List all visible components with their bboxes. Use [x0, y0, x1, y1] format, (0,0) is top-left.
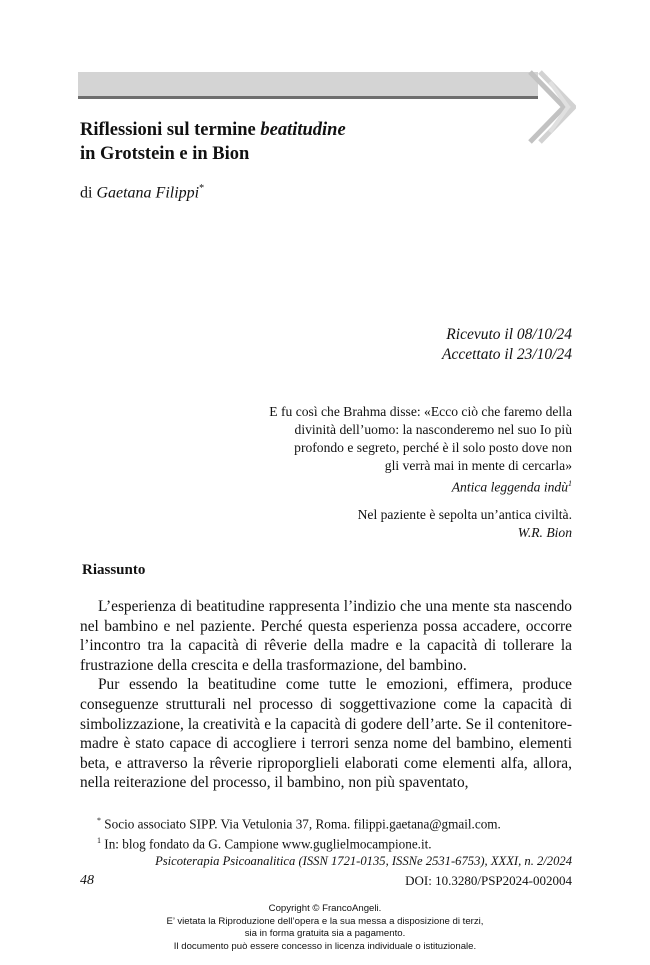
footnote	[97, 812, 567, 832]
abstract-paragraph: L’esperienza di beatitudine rappresenta l’indizio che una mente sta nascendo nel bambino e nel paziente. Perché questa esperienza possa accadere, occorre l’incontro tra la capacità di rêverie della madre e la capacità di tollerare la frustrazione della crescita e della trasformazione, del bambino.	[80, 598, 572, 674]
chevron-right-icon	[526, 68, 576, 146]
epigraph	[272, 506, 572, 542]
abstract-body	[80, 597, 572, 793]
epigraph-line: Nel paziente è sepolta un’antica civiltà.	[357, 507, 572, 522]
accepted-date: Accettato il 23/10/24	[441, 346, 572, 363]
copyright-line: E’ vietata la Riproduzione dell’opera e la sua messa a disposizione di terzi,	[166, 915, 484, 927]
byline-prefix: di	[80, 184, 97, 202]
epigraph-footnote-mark: 1	[568, 479, 572, 488]
header-bar	[78, 72, 538, 99]
received-date: Ricevuto il 08/10/24	[446, 326, 572, 343]
abstract-paragraph: Pur essendo la beatitudine come tutte le emozioni, effimera, produce conseguenze strutturali nel processo di soggettivazione come la capacità di simbolizzazione, la creatività e la capacità di godere dell’arte. Se il contenitore-madre è stato capace di accogliere i terrori senza nome del bambino, elementi beta, e attraverso la rêverie riproporglieli elaborati come elementi alfa, allora, nella reiterazione del processo, il bambino, non più spaventato,	[80, 676, 572, 792]
epigraph	[212, 403, 572, 497]
section-heading: Riassunto	[82, 562, 146, 578]
page-number: 48	[80, 873, 94, 888]
title-line-2: in Grotstein e in Bion	[80, 144, 250, 164]
epigraph-line: profondo e segreto, perché è il solo posto dove non	[294, 440, 572, 455]
footnotes	[97, 812, 567, 853]
copyright-line: Copyright © FrancoAngeli.	[268, 903, 382, 914]
author-footnote-mark: *	[199, 183, 205, 194]
doi: DOI: 10.3280/PSP2024-002004	[405, 873, 572, 888]
epigraph-source: W.R. Bion	[517, 525, 572, 540]
submission-dates	[442, 325, 572, 365]
article-title	[80, 118, 480, 166]
epigraph-source	[212, 475, 572, 497]
byline	[80, 183, 204, 202]
author-name: Gaetana Filippi	[96, 184, 200, 202]
journal-citation: Psicoterapia Psicoanalitica (ISSN 1721-0135, ISSNe 2531-6753), XXXI, n. 2/2024	[155, 854, 572, 868]
title-italic-term: beatitudine	[260, 120, 346, 140]
title-text: Riflessioni sul termine	[80, 120, 261, 140]
footnote-text: Socio associato SIPP. Via Vetulonia 37, Roma. filippi.gaetana@gmail.com.	[104, 816, 501, 832]
epigraph-source-text: Antica leggenda indù	[451, 479, 568, 495]
footnote-mark: *	[97, 816, 101, 825]
epigraph-line: gli verrà mai in mente di cercarla»	[384, 458, 572, 473]
footnote-mark: 1	[97, 836, 101, 846]
footnote-text: In: blog fondato da G. Campione www.guglielmocampione.it.	[104, 836, 432, 852]
copyright-line: sia in forma gratuita sia a pagamento.	[244, 928, 406, 939]
footnote	[97, 832, 567, 852]
epigraph-line: divinità dell’uomo: la nasconderemo nel suo Io più	[294, 422, 572, 437]
epigraph-line: E fu così che Brahma disse: «Ecco ciò che faremo della	[269, 404, 572, 419]
copyright-notice	[0, 903, 650, 953]
copyright-line: Il documento può essere concesso in licenza individuale o istituzionale.	[173, 940, 477, 952]
